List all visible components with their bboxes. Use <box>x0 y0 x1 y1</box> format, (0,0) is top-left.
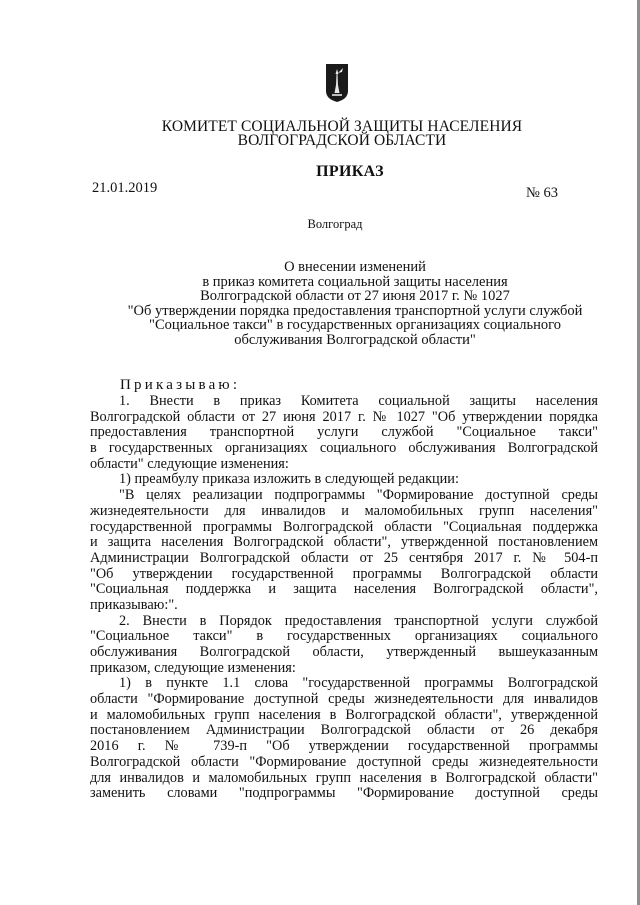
document-type-title: ПРИКАЗ <box>316 163 384 180</box>
body-text-line: постановлением Администрации Волгоградской области от 26 декабря <box>90 722 598 739</box>
document-body <box>90 394 598 802</box>
body-text-line: предоставления транспортной услуги службой "Социальное такси" <box>90 424 598 441</box>
body-text-line: жизнедеятельности для инвалидов и маломобильных групп населения" <box>90 502 598 519</box>
body-text-line: Волгоградской области от 27 июня 2017 г. № 1027 "Об утверждении порядка <box>90 408 598 425</box>
document-subject <box>90 260 620 347</box>
body-text-line: 1) преамбулу приказа изложить в следующей редакции: <box>119 471 459 488</box>
document-number: № 63 <box>526 185 558 201</box>
body-text-line: области "Формирование доступной среды жизнедеятельности для инвалидов <box>90 691 598 708</box>
order-word: Приказываю: <box>120 377 241 393</box>
body-text-line: обслуживания Волгоградской области, утвержденный вышеуказанным <box>90 644 598 660</box>
subject-line: Волгоградской области от 27 июня 2017 г. № 1027 <box>200 288 510 304</box>
body-text-line: Администрации Волгоградской области от 25 сентября 2017 г. № 504-п <box>90 549 598 566</box>
subject-line: "Социальное такси" в государственных организациях социального <box>149 317 561 333</box>
document-date: 21.01.2019 <box>92 180 158 196</box>
document-city: Волгоград <box>307 217 363 231</box>
subject-line: в приказ комитета социальной защиты населения <box>202 273 508 290</box>
subject-line: О внесении изменений <box>284 259 426 275</box>
body-text-line: Волгоградской области "Формирование доступной среды жизнедеятельности <box>90 753 598 770</box>
organization-name-line-2: ВОЛГОГРАДСКОЙ ОБЛАСТИ <box>237 132 447 149</box>
body-text-line: 1) в пункте 1.1 слова "государственной программы Волгоградской <box>119 675 598 692</box>
body-text-line: и маломобильных групп населения в Волгоградской области", утвержденной <box>90 706 598 723</box>
body-text-line: в государственных организациях социального обслуживания Волгоградской <box>90 440 598 457</box>
organization-name-line-1: КОМИТЕТ СОЦИАЛЬНОЙ ЗАЩИТЫ НАСЕЛЕНИЯ <box>161 118 523 135</box>
body-text-line: 2. Внести в Порядок предоставления транспортной услуги службой <box>119 612 598 629</box>
body-text-line: "Социальное такси" в государственных организациях социального <box>90 628 598 645</box>
body-text-line: 1. Внести в приказ Комитета социальной защиты населения <box>119 393 598 409</box>
subject-line: обслуживания Волгоградской области" <box>234 331 476 348</box>
body-text-line: "Об утверждении государственной программы Волгоградской области <box>90 565 598 582</box>
subject-line: "Об утверждении порядка предоставления транспортной услуги службой <box>127 302 583 319</box>
body-text-line: приказом, следующие изменения: <box>90 659 296 676</box>
body-text-line: и защита населения Волгоградской области", утвержденной постановлением <box>90 534 598 551</box>
body-text-line: государственной программы Волгоградской области "Социальная поддержка <box>90 518 598 535</box>
body-text-line: "В целях реализации подпрограммы "Формирование доступной среды <box>119 487 598 504</box>
body-text-line: для инвалидов и маломобильных групп населения в Волгоградской области" <box>90 769 598 786</box>
body-text-line: области" следующие изменения: <box>90 455 289 472</box>
volgograd-emblem-icon <box>324 63 350 103</box>
body-text-line: заменить словами "подпрограммы "Формирование доступной среды <box>90 785 598 802</box>
body-text-line: приказываю:". <box>90 596 178 613</box>
body-text-line: "Социальная поддержка и защита населения Волгоградской области", <box>90 581 598 598</box>
body-text-line: 2016 г. № 739-п "Об утверждении государственной программы <box>90 738 598 755</box>
